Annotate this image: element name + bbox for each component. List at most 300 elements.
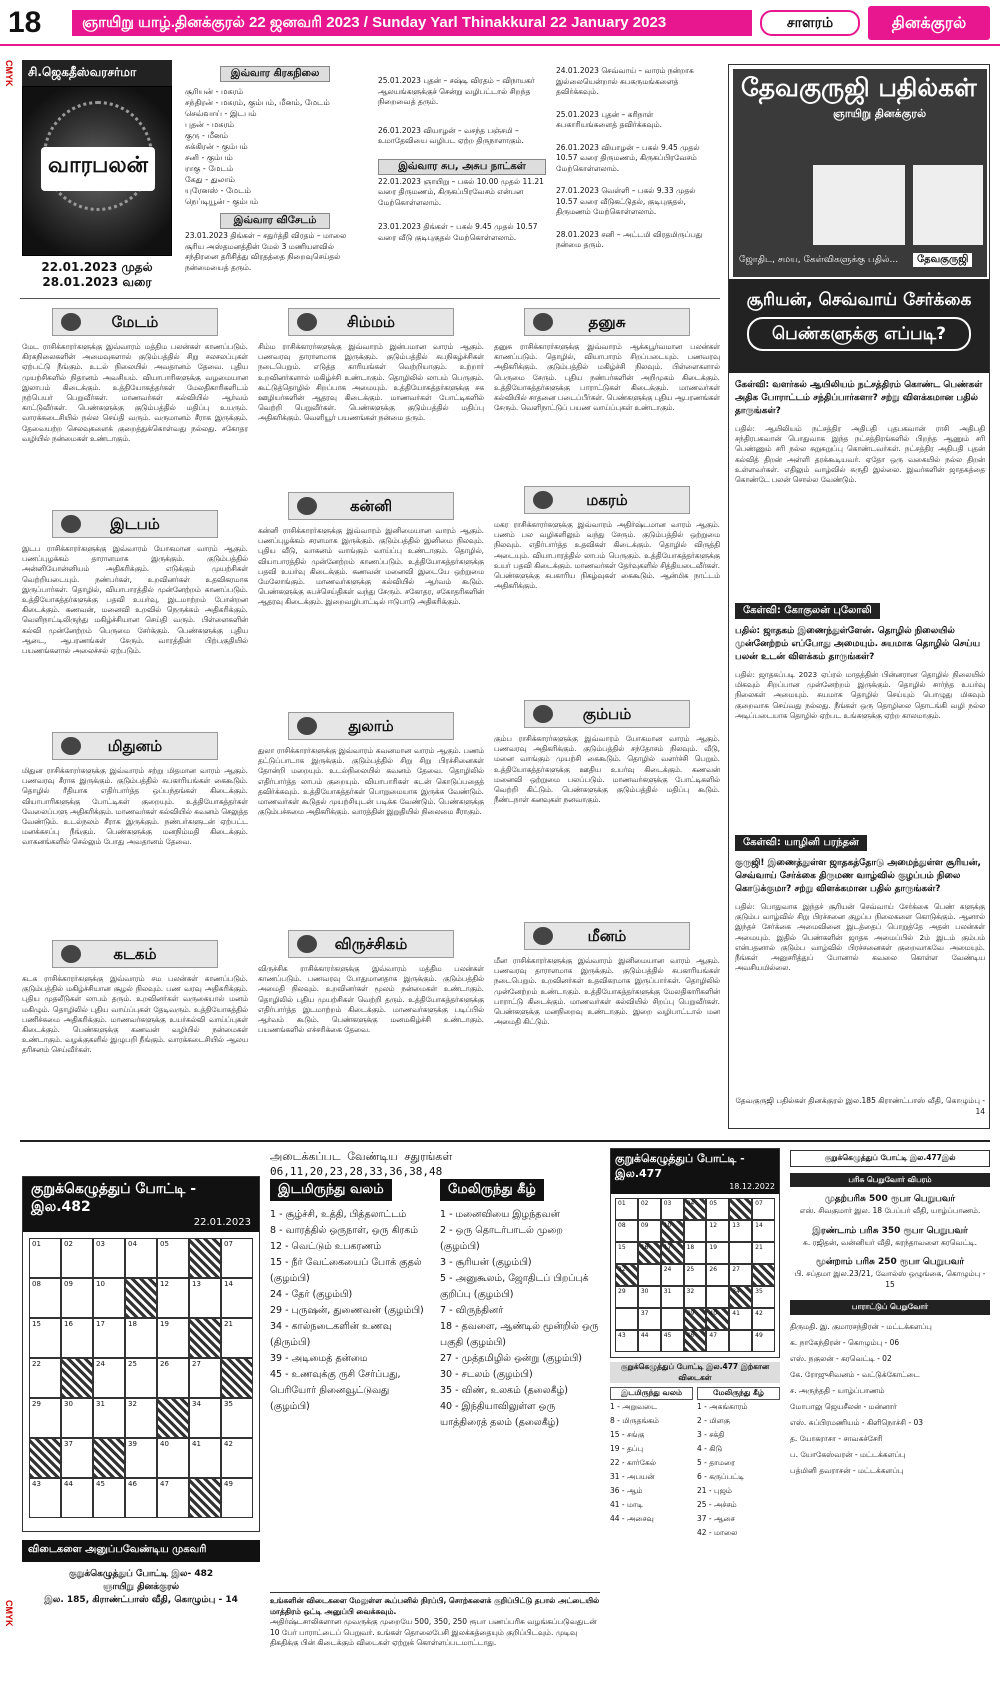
grid-477-cell: 17	[661, 1242, 684, 1264]
grid-477-cell: 31	[661, 1286, 684, 1308]
prize-title: பரிசு பெறுவோர் விபரம்	[790, 1173, 990, 1188]
grid-cell[interactable]: 39	[125, 1438, 157, 1478]
sign-heading	[52, 510, 218, 538]
planet-position: சனி - கும்பம்	[185, 153, 233, 162]
date-to: 28.01.2023 வரை	[42, 275, 152, 289]
question-1: கேள்வி: வளர்கல் ஆயிலியம் நட்சத்திரம் கொண்ட பெண்கள் அதிக போராட்டம் சந்திப்பார்களா? சற்று விளக்கமான பதில் தாருங்கள்?	[735, 380, 983, 416]
qa-body	[735, 379, 985, 1117]
sign-heading	[524, 486, 690, 514]
zodiac-symbol-icon	[61, 313, 81, 331]
right-note-5: 28.01.2023 சனி – அட்டமி விரதமிருப்பது நன்மை தரும்.	[556, 229, 703, 249]
rules	[270, 1592, 600, 1649]
grid-477-cell: 13	[729, 1220, 752, 1242]
right-note-1: 24.01.2023 செவ்வாய் – வாரம் நன்றாக இல்லையென்றால் சுபகருமங்களைத் தவிர்க்கவும்.	[556, 66, 694, 96]
qa-banner-sub: ஞாயிறு தினக்குரல்	[833, 107, 927, 120]
send-label-text: விடைகளை அனுப்பவேண்டிய முகவரி	[28, 1544, 207, 1555]
blocked-cell	[125, 1278, 157, 1318]
grid-477-cell: 26	[706, 1264, 729, 1286]
planet-position: சூரியன் - மகரம்	[185, 87, 244, 96]
answer-down: 21 - புஜம்	[697, 1485, 732, 1495]
sign-heading	[524, 308, 690, 336]
answer-down: 4 - கிடு	[697, 1443, 723, 1453]
answer-1: பதில்: ஆயிலியம் நட்சத்திர அதிபதி புதபகவான் ராசி அதிபதி சந்திரபகவான் பொதுவாக இந்த நட்சத்திரங்களில் பிறந்த ஆணும் சரி பெண்ணும் சரி நல்ல சுறுசுறுப்பு கொண்டவர்கள். நட்சத்திர அதிபதி புதன் கல்வித் திறன் அள்ளி தரக்கூடியவர். ஏதோ ஒரு வகையில் நல்ல திறன் உள்ளவர்கள். எதிலும் வாழ்வில் சுருதி இல்லை. இவர்களின் ஜாதகத்தை கொண்டே பலன் சொல்ல வேண்டும்.	[735, 424, 985, 485]
grid-477-cell	[729, 1330, 752, 1352]
crossword-477-date: 18.12.2022	[729, 1182, 775, 1191]
answer-down: 5 - தாமரை	[697, 1457, 736, 1467]
grid-cell[interactable]: 24	[93, 1358, 125, 1398]
sign-block	[258, 308, 484, 480]
sign-prediction: மேட ராசிக்காரர்களுக்கு இவ்வாரம் மத்திம பலன்கள் காணப்படும். கிரகநிலைகளின் அமைவுகளால் குடும்பத்தில் சிறு சலசலப்புகள் ஏற்பட்டு நீங்கும். உடல் நிலையில் அவதானம் தேவை. புதிய முயற்சிகளில் நிதானம் அவசியம். வியாபாரிகளுக்கு வழமையான இலாபம் கிடைக்கும். உத்தியோகத்தர்கள் மேலதிகாரிகளிடம் நற்பெயர் பெறுவீர்கள். மாணவர்கள் கல்வியில் ஆர்வம் காட்டுவீர்கள். பெண்களுக்கு குடும்பத்தில் மதிப்பு உயரும். வாரக்கடைசியில் நல்ல செய்தி வரும். வருமானம் சீராக இருக்கும். தேவையற்ற செலவுகளைக் குறைத்துக்கொள்வது நல்லது. சகோதர வழியில் நன்மைகள் உண்டாகும்.	[22, 342, 248, 443]
grid-cell[interactable]: 12	[157, 1278, 189, 1318]
appreciation-name: ச. அருந்ததி - யாழ்ப்பாணம்	[790, 1385, 885, 1395]
grid-cell[interactable]: 18	[125, 1318, 157, 1358]
planets-title: இவ்வார கிரகநிலை	[220, 66, 330, 82]
answers-tb-list	[697, 1400, 780, 1540]
sign-block	[258, 930, 484, 1126]
grid-cell[interactable]: 41	[189, 1438, 221, 1478]
zodiac-symbol-icon	[297, 717, 317, 735]
sign-block	[22, 732, 248, 928]
answer-down: 3 - சக்தி	[697, 1429, 725, 1439]
appreciation-name: க. நாகேந்திரன் - கொழும்பு - 06	[790, 1337, 900, 1347]
sign-heading	[52, 308, 218, 336]
grid-477-cell: 41	[729, 1308, 752, 1330]
sign-prediction: மகர ராசிக்காரர்களுக்கு இவ்வாரம் அதிர்ஷ்டமான வாரம் ஆகும். பணம் பல வழிகளிலும் வந்து சேரும். குடும்பத்தில் ஒற்றுமை நிலவும். எதிர்பார்த்த உதவிகள் கிடைக்கும். தொழில் விருத்தி அடையும். வியாபாரத்தில் லாபம் பெருகும். உத்தியோகத்தர்களுக்கு உயர் பதவி கிடைக்கும். மாணவர்கள் தேர்வுகளில் சித்தியடைவீர்கள். பெண்களுக்கு சுபகாரிய நிகழ்வுகள் கைகூடும். ஆன்மிக நாட்டம் அதிகரிக்கும்.	[494, 520, 720, 591]
sign-block	[494, 308, 720, 474]
clue-across: 45 - உணவுக்கு ருசி சேர்ப்பது, பெரியோர் நினைவூட்டுவது (குழம்பி)	[270, 1369, 401, 1412]
grid-477-cell: 27	[729, 1264, 752, 1286]
fasting-title: இவ்வார விசேடம்	[220, 213, 330, 229]
answer-across: 1 - அறுவடை	[610, 1401, 658, 1411]
grid-477-cell: 46	[684, 1330, 707, 1352]
clue-across: 12 - வெட்டும் உபகரணம்	[270, 1241, 382, 1252]
answer-across: 41 - மாடி	[610, 1499, 643, 1509]
answer-down: 25 - அச்சம்	[697, 1499, 737, 1509]
zodiac-wheel-image	[22, 86, 172, 256]
grid-477-cell: 43	[615, 1330, 638, 1352]
planet-position: ராகு - மேடம்	[185, 164, 234, 173]
planet-position: யுரேனஸ் - மேடம்	[185, 186, 251, 195]
answer-across: 19 - தப்பு	[610, 1443, 644, 1453]
sign-block	[258, 712, 484, 918]
sign-prediction: துலா ராசிக்காரர்களுக்கு இவ்வாரம் கவனமான வாரம் ஆகும். பணம் தட்டுப்பாடாக இருக்கும். குடும்பத்தில் சிறு சிறு பிரச்சினைகள் தோன்றி மறையும். உடல்நிலையில் கவனம் தேவை. தொழிலில் எதிர்பார்த்த லாபம் குறையும். வியாபாரிகள் கடன் கொடுப்பதைத் தவிர்க்கவும். உத்தியோகத்தர்கள் பொறுமையாக இருக்க வேண்டும். மாணவர்கள் கூடுதல் முயற்சியுடன் படிக்க வேண்டும். பெண்களுக்கு குடும்பச்சுமை அதிகரிக்கும். வாரத்தின் இறுதியில் நிலைமை சீராகும்.	[258, 746, 484, 817]
grid-cell[interactable]: 19	[157, 1318, 189, 1358]
zodiac-symbol-icon	[533, 491, 553, 509]
grid-cell[interactable]: 13	[189, 1278, 221, 1318]
grid-477-cell: 29	[615, 1286, 638, 1308]
grid-cell[interactable]: 43	[29, 1478, 61, 1518]
newspaper-logo: தினக்குரல்	[868, 6, 990, 40]
clue-down: 1 - மனைவியை இழந்தவன்	[440, 1209, 560, 1220]
clue-across: 8 - வாரத்தில் ஒருநாள், ஒரு கிரகம்	[270, 1225, 418, 1236]
sign-name: துலாம்	[348, 717, 394, 735]
clue-across: 24 - தேர் (குழம்பி)	[270, 1289, 353, 1300]
date-bar: ஞாயிறு யாழ்.தினக்குரல் 22 ஜனவரி 2023 / Sunday Yarl Thinakkural 22 January 2023	[72, 10, 752, 36]
appreciation-name: ப. யோகேஸ்வரன் - மட்டக்களப்பு	[790, 1449, 906, 1459]
grid-cell[interactable]: 27	[189, 1358, 221, 1398]
clue-across: 1 - சூழ்ச்சி, உத்தி, பித்தலாட்டம்	[270, 1209, 407, 1220]
grid-cell[interactable]: 07	[221, 1238, 253, 1278]
question-3: குருஜி! இணைத்துள்ள ஜாதகத்தோடு அமைந்துள்ள சூரியன், செவ்வாய் சேர்க்கை திருமண வாழ்வில் குழப்பம் நிலை கொடுக்குமா? சற்று விளக்கமான பதில் தாருங்கள்?	[735, 858, 981, 894]
clue-across: 15 - நீர் வேட்கையைப் போக் குதல் (குழம்பி)	[270, 1257, 422, 1284]
planet-position: கேது - துலாம்	[185, 175, 235, 184]
clue-down: 35 - விண், உலகம் (தலைகீழ்)	[440, 1385, 568, 1396]
grid-cell[interactable]: 30	[61, 1398, 93, 1438]
clue-down: 18 - தவளை, ஆண்டில் மூன்றில் ஒரு பகுதி (குழம்பி)	[440, 1321, 599, 1348]
qa-banner-caption: ஜோதிட, சமய, கேள்விகளுக்கு பதில்...	[739, 255, 899, 265]
blocked-cell	[29, 1438, 61, 1478]
sign-prediction: மிதுன ராசிக்காரர்களுக்கு இவ்வாரம் சற்று மிதமான வாரம் ஆகும். பணவரவு சீராக இருக்கும். குடும்பத்தில் சுபகாரியங்கள் கைகூடும். தொழில் ரீதியாக எதிர்பார்த்த ஒப்பந்தங்கள் கிடைக்கும். வியாபாரிகளுக்கு போட்டிகள் குறையும். உத்தியோகத்தர்கள் வேலைப்பளு அதிகரிக்கும். மாணவர்கள் கல்வியில் கவனம் செலுத்த வேண்டும். உடல்நலம் சீராக இருக்கும். நண்பர்களுடன் ஏற்பட்ட மனக்கசப்பு நீங்கும். பெண்களுக்கு மனநிம்மதி கிடைக்கும். வாகனங்களில் செல்லும் போது அவதானம் தேவை.	[22, 766, 248, 847]
qa-headline	[729, 279, 989, 373]
planet-position: நெப்டியூன் - கும்பம்	[185, 197, 259, 206]
prize-2-name: சு. ரஜிதன், வன்னியர் வீதி, கரந்தாவளை கரவெட்டி.	[802, 1237, 978, 1247]
winners	[790, 1150, 990, 1479]
cmyk-mark-bottom: CMYK	[4, 1600, 14, 1627]
send-addr-1: குறுக்கெழுத்துப் போட்டி இல- 482	[68, 1569, 214, 1579]
sign-name: மேடம்	[111, 313, 159, 331]
answer-2: பதில்: ஜாதகப்படி 2023 ஏப்ரல் மாதத்தின் பின்னரான தொழில் நிலையில் மிகவும் சிறப்பான முன்னேற்றம் இருக்கும். தொழில் சார்ந்த உயர்வு நிலைகள் அமையும். சுயமாக தொழில் செய்யும் பொழுது மிகவும் குறைவாக செய்வது நல்லது. நீங்கள் ஒரு தொழிலை தொடங்கி வழி நல்ல அடிப்படையாக தொழில் ஏற்பட உங்களுக்கு ஏற்ற காலமாகும்.	[735, 670, 985, 720]
sign-name: தனுசு	[588, 313, 626, 331]
across-title: இடமிருந்து வலம்	[270, 1179, 392, 1201]
grid-cell[interactable]: 04	[125, 1238, 157, 1278]
auspicious-1: 22.01.2023 ஞாயிறு – பகல் 10.00 முதல் 11.21 வரை திருமணம், கிருகப்பிரவேசம் என்பன மேற்கொள்ளலாம்.	[378, 176, 544, 207]
crossword-grid	[23, 1232, 259, 1524]
grid-477-cell: 07	[752, 1198, 775, 1220]
answer-across: 31 - அபயன்	[610, 1471, 655, 1481]
sign-prediction: இடப ராசிக்காரர்களுக்கு இவ்வாரம் யோகமான வாரம் ஆகும். பணப்புழக்கம் தாராளமாக இருக்கும். குடும்பத்தில் அன்னியோன்னியம் அதிகரிக்கும். எடுக்கும் முயற்சிகள் வெற்றியடையும். நண்பர்கள், உறவினர்கள் உதவிகரமாக இருப்பார்கள். தொழில், வியாபாரத்தில் முன்னேற்றம் காணப்படும். உத்தியோகத்தர்களுக்கு பதவி உயர்வு, இடமாற்றம் போன்றன கிடைக்கும். கணவன், மனைவி உறவில் நெருக்கம் அதிகரிக்கும். வெளிநாட்டிலிருந்து மகிழ்ச்சியான செய்தி வரும். பிள்ளைகளின் கல்வி முன்னேற்றம் பெருமை சேர்க்கும். பெண்களுக்கு புதிய ஆடை, ஆபரணங்கள் சேரும். வாரத்தின் பிற்பகுதியில் பயணங்களால் அலைச்சல் ஏற்படும்.	[22, 544, 248, 656]
grid-477-cell: 32	[684, 1286, 707, 1308]
grid-cell[interactable]: 45	[93, 1478, 125, 1518]
answers-lr-list	[610, 1400, 693, 1526]
answer-across: 22 - கார்கேல்	[610, 1457, 656, 1467]
right-note-2: 25.01.2023 புதன் – கரிநாள் சுபகாரியங்களைத் தவிர்க்கவும்.	[556, 109, 663, 129]
answers-477-title: குறுக்கெழுத்துப் போட்டி இல.477 இற்கான விடைகள்	[610, 1362, 780, 1383]
clue-down: 5 - அனுகூலம், ஜோதிடப் பிறப்புக் குறிப்பு (குழம்பி)	[440, 1273, 589, 1300]
auspicious-title: இவ்வார சுப, அசுப நாட்கள்	[378, 159, 546, 175]
right-note-3: 26.01.2023 வியாழன் – பகல் 9.45 முதல் 10.57 வரை திருமணம், கிருகப்பிரவேசம் மேற்கொள்ளலாம்.	[556, 142, 700, 173]
date-from: 22.01.2023 முதல்	[41, 260, 153, 274]
sign-block	[494, 700, 720, 910]
sign-name: மகரம்	[586, 491, 628, 509]
answer-across: 8 - மிருதங்கம்	[610, 1415, 659, 1425]
appreciation-title: பாராட்டுப் பெறுவோர்	[790, 1300, 990, 1315]
sign-prediction: சிம்ம ராசிக்காரர்களுக்கு இவ்வாரம் இன்பமான வாரம் ஆகும். பணவரவு தாராளமாக இருக்கும். குடும்பத்தில் சுபநிகழ்ச்சிகள் நடைபெறும். எடுத்த காரியங்கள் வெற்றியாகும். உற்றார் உறவினர்களால் மகிழ்ச்சி உண்டாகும். தொழிலில் லாபம் பெருகும். கூட்டுத்தொழில் சிறப்பாக அமையும். உத்தியோகத்தர்களுக்கு சக ஊழியர்களின் ஆதரவு கிடைக்கும். மாணவர்கள் போட்டிகளில் வெற்றி பெறுவீர்கள். பெண்களுக்கு குடும்பத்தில் மதிப்பு அதிகரிக்கும். வெளியூர் பயணங்கள் நன்மை தரும்.	[258, 342, 484, 423]
sign-name: கன்னி	[349, 497, 393, 515]
sign-prediction: கும்ப ராசிக்காரர்களுக்கு இவ்வாரம் யோகமான வாரம் ஆகும். பணவரவு அதிகரிக்கும். குடும்பத்தில் சந்தோசம் நிலவும். வீடு, மனை வாங்கும் முயற்சி கைகூடும். தொழில் வளர்ச்சி பெறும். உத்தியோகத்தர்களுக்கு ஊதிய உயர்வு கிடைக்கும். கணவன் மனைவி ஒற்றுமை பலப்படும். மாணவர்களுக்கு போட்டிகளில் வெற்றி கிட்டும். பெண்களுக்கு குடும்பத்தில் மதிப்பு கூடும். நீண்டநாள் கனவுகள் நனவாகும்.	[494, 734, 720, 805]
qa-banner-sign: தேவகுருஜி	[913, 253, 972, 267]
grid-477-cell: 05	[706, 1198, 729, 1220]
sign-block	[22, 510, 248, 718]
right-notes	[556, 66, 716, 251]
grid-cell[interactable]: 44	[61, 1478, 93, 1518]
grid-477-cell	[706, 1286, 729, 1308]
sign-block	[494, 486, 720, 688]
answer-down: 37 - ஆசை	[697, 1513, 735, 1523]
clue-down: 27 - முத்தமிழில் ஒன்று (குழம்பி)	[440, 1353, 582, 1364]
sign-prediction: மீன ராசிக்காரர்களுக்கு இவ்வாரம் இனிமையான வாரம் ஆகும். பணவரவு தாராளமாக இருக்கும். குடும்பத்தில் சுபகாரியங்கள் நடைபெறும். உறவினர்கள் உதவிகரமாக இருப்பார்கள். தொழிலில் முன்னேற்றம் உண்டாகும். உத்தியோகத்தர்களுக்கு மேலதிகாரிகளின் பாராட்டு கிடைக்கும். மாணவர்கள் கல்வியில் சிறப்பு பெறுவீர்கள். பெண்களுக்கு மனநிறைவு உண்டாகும். இறை வழிபாட்டால் மன அமைதி கிட்டும்.	[494, 956, 720, 1027]
qa-footer: தேவகுருஜி பதில்கள் தினக்குரல் இல.185 கிராண்ட்பாஸ் வீதி, கொழும்பு - 14	[735, 1096, 985, 1116]
crossword-title	[23, 1177, 259, 1232]
blocked-cell	[189, 1318, 221, 1358]
grid-477-cell	[684, 1220, 707, 1242]
crossword-instruction: அடைக்கப்பட வேண்டிய சதுரங்கள் 06,11,20,23,28,33,36,38,48	[270, 1150, 453, 1178]
sign-name: மீனம்	[587, 927, 627, 945]
zodiac-symbol-icon	[297, 497, 317, 515]
grid-477-cell: 04	[684, 1198, 707, 1220]
appreciation-list	[790, 1319, 990, 1479]
grid-477-cell: 34	[729, 1286, 752, 1308]
grid-477-cell: 30	[638, 1286, 661, 1308]
auspicious-2: 23.01.2023 திங்கள் – பகல் 9.45 முதல் 10.57 வரை வீடு குடிபுகுதல் மேற்கொள்ளலாம்.	[378, 222, 538, 242]
grid-477-cell	[661, 1308, 684, 1330]
qa-headline-1: சூரியன், செவ்வாய் சேர்க்கை	[746, 290, 972, 310]
grid-477-cell: 37	[638, 1308, 661, 1330]
sign-heading	[288, 492, 454, 520]
appreciation-name: பத்மினி தவராசன் - மட்டக்களப்பு	[790, 1465, 904, 1475]
sign-heading	[524, 922, 690, 950]
clue-across: 29 - புருஷன், துணைவன் (குழம்பி)	[270, 1305, 424, 1316]
grid-477-cell: 25	[684, 1264, 707, 1286]
clue-down: 30 - சடலம் (குழம்பி)	[440, 1369, 533, 1380]
grid-477-cell	[729, 1198, 752, 1220]
grid-477-cell	[638, 1264, 661, 1286]
grid-cell[interactable]: 08	[29, 1278, 61, 1318]
answer-3: பதில்: பொதுவாக இந்தச் சூரியன் செவ்வாய் சேர்க்கை பெண் களுக்கு குடும்ப வாழ்வில் சிறு பிரச்சனை குழப்ப நிலைகளை கொடுக்கும். ஆனால் இந்தச் சேர்க்கை அமைவினை இடத்தைப் பொறுத்தே அதன் பலன்கள் அமையும். இதில் பெண்களின் ஜாதக அமைப்பில் 2ம் இடம் கும்பம் என்பதனால் குடும்ப வாழ்வில் பிரச்சனைகள் குறைவாகவே அமையும். நீங்கள் அனுசரித்துப் போனால் கவலை கொள்ள வேண்டிய அவசியமில்லை.	[735, 902, 985, 973]
prize-2: இரண்டாம் பரிசு 350 ரூபா பெறுபவர்	[812, 1225, 968, 1236]
blocked-cell	[61, 1358, 93, 1398]
grid-cell[interactable]: 17	[93, 1318, 125, 1358]
blocked-cell	[157, 1398, 189, 1438]
grid-477-cell: 45	[661, 1330, 684, 1352]
question-2: பதில்: ஜாதகம் இணைந்துள்ளேன். தொழில் நிலையில் முன்னேற்றம் எப்போது அமையும். சுயமாக தொழில் செய்ய பலன் உடன் விளக்கம் தாருங்கள்?	[735, 626, 981, 662]
grid-477-cell: 21	[752, 1242, 775, 1264]
grid-477-cell: 40	[706, 1308, 729, 1330]
grid-477-cell: 19	[706, 1242, 729, 1264]
grid-477-cell: 18	[684, 1242, 707, 1264]
mid-notes	[378, 76, 546, 243]
grid-477-cell: 49	[752, 1330, 775, 1352]
mid-note-2: 26.01.2023 வியாழன் – வசந்த பஞ்சமி – உமாதேவியை வழிபட ஏற்ற திருநாளாகும்.	[378, 125, 524, 145]
page-number: 18	[8, 6, 42, 39]
cmyk-mark-top: CMYK	[4, 60, 14, 87]
grid-477-cell: 09	[638, 1220, 661, 1242]
grid-477-cell: 24	[661, 1264, 684, 1286]
grid-cell[interactable]: 22	[29, 1358, 61, 1398]
clues-across	[270, 1178, 430, 1415]
grid-477-cell: 10	[661, 1220, 684, 1242]
grid-477-cell: 08	[615, 1220, 638, 1242]
sign-name: இடபம்	[110, 515, 160, 533]
answers-lr-title: இடமிருந்து வலம்	[610, 1387, 693, 1400]
planet-position: செவ்வாய் - இடபம்	[185, 109, 257, 118]
sign-block	[258, 492, 484, 700]
clue-down: 40 - இந்தியாவிலுள்ள ஒரு யாத்திரைத் தலம் (தலைகீழ்)	[440, 1401, 560, 1428]
answers-lr	[610, 1387, 693, 1540]
grid-cell[interactable]: 42	[221, 1438, 253, 1478]
sign-prediction: விருச்சிக ராசிக்காரர்களுக்கு இவ்வாரம் மத்திம பலன்கள் காணப்படும். பணவரவு போதுமானதாக இருக்கும். குடும்பத்தில் அமைதி நிலவும். உறவினர்கள் மூலம் நன்மைகள் உண்டாகும். தொழிலில் புதிய முயற்சிகள் வெற்றி தரும். உத்தியோகத்தர்களுக்கு எதிர்பார்த்த இடமாற்றம் கிடைக்கும். மாணவர்களுக்கு படிப்பில் ஆர்வம் கூடும். பெண்களுக்கு மனமகிழ்ச்சி உண்டாகும். பயணங்களில் எச்சரிக்கை தேவை.	[258, 964, 484, 1035]
section-label: சாளரம்	[760, 10, 860, 36]
crossword-477-title-text: குறுக்கெழுத்துப் போட்டி - இல.477	[615, 1152, 745, 1180]
grid-cell[interactable]: 02	[61, 1238, 93, 1278]
qa-column	[728, 64, 990, 1129]
sign-prediction: கடக ராசிக்காரர்களுக்கு இவ்வாரம் சம பலன்கள் காணப்படும். குடும்பத்தில் மகிழ்ச்சியான சூழல் நிலவும். பண வரவு அதிகரிக்கும். புதிய முதலீடுகள் லாபம் தரும். உறவினர்கள் வருகையால் மனம் மகிழும். தொழிலில் புதிய வாய்ப்புகள் தேடிவரும். உத்தியோகத்தில் பணிச்சுமை அதிகரிக்கும். மாணவர்களுக்கு உயர்கல்வி வாய்ப்புகள் கிடைக்கும். பெண்களுக்கு கணவன் வழியில் நன்மைகள் உண்டாகும். வழக்குகளில் இழுபறி நீங்கும். வாரக்கடைசியில் ஆலய தரிசனம் செய்வீர்கள்.	[22, 974, 248, 1055]
sign-heading	[288, 308, 454, 336]
sign-name: மிதுனம்	[107, 737, 163, 755]
question-author-1: கேள்வி: கோகுலன் புலோலி	[735, 603, 880, 619]
answer-across: 36 - ஆம்	[610, 1485, 643, 1495]
right-note-4: 27.01.2023 வெள்ளி – பகல் 9.33 முதல் 10.57 வரை வீடுகட்டுதல், குடிபுகுதல், திருமணம் மேற்கொள்ளலாம்.	[556, 186, 696, 216]
grid-477-cell: 03	[661, 1198, 684, 1220]
grid-cell[interactable]: 46	[125, 1478, 157, 1518]
sign-heading	[524, 700, 690, 728]
planet-position: புதன் - மகரம்	[185, 120, 235, 129]
sign-heading	[52, 940, 218, 968]
grid-477-cell: 02	[638, 1198, 661, 1220]
fasting-text: 23.01.2023 திங்கள் – சதுர்த்தி விரதம் – மாலை சூரிய அஸ்தமனத்தின் மேல் 3 மணியளவில் சந்திரனை தரிசித்து விரதத்தை நிறைவுசெய்தல் நன்மையைத் தரும்.	[185, 231, 347, 272]
appreciation-name: எஸ். நகுலன் - கரவெட்டி - 02	[790, 1353, 892, 1363]
prize-3-name: பி. சப்தமா இல.23/21, வோல்ஸ் ஒழுங்கை, கொழும்பு - 15	[794, 1269, 986, 1289]
sign-name: விருச்சிகம்	[334, 935, 408, 953]
answer-across: 44 - அசைவு	[610, 1513, 654, 1523]
blocked-cell	[189, 1238, 221, 1278]
answer-down: 6 - கருப்பட்டி	[697, 1471, 745, 1481]
send-label	[22, 1540, 260, 1562]
grid-477-cell: 16	[638, 1242, 661, 1264]
sign-block	[22, 940, 248, 1126]
grid-cell[interactable]: 01	[29, 1238, 61, 1278]
grid-cell[interactable]: 31	[93, 1398, 125, 1438]
grid-477-cell: 15	[615, 1242, 638, 1264]
crossword-divider	[20, 1140, 990, 1142]
sign-name: சிம்மம்	[347, 313, 395, 331]
grid-477-cell: 39	[684, 1308, 707, 1330]
zodiac-symbol-icon	[297, 935, 317, 953]
planets-list	[185, 86, 365, 207]
grid-cell[interactable]: 47	[157, 1478, 189, 1518]
grid-477-cell	[615, 1308, 638, 1330]
clue-across: 34 - கால்நடைகளின் உணவு (திரும்பி)	[270, 1321, 392, 1348]
send-addr-2: ஞாயிறு தினக்குரல்	[102, 1582, 180, 1592]
grid-cell[interactable]: 10	[93, 1278, 125, 1318]
crossword-title-text: குறுக்கெழுத்துப் போட்டி - இல.482	[31, 1181, 197, 1215]
number-grid-icon	[913, 165, 983, 245]
clues-down	[440, 1178, 600, 1431]
crossword-477-grid	[611, 1194, 779, 1356]
grid-477-cell	[752, 1264, 775, 1286]
sign-prediction: கன்னி ராசிக்காரர்களுக்கு இவ்வாரம் இனிமையான வாரம் ஆகும். பணப்புழக்கம் சரளமாக இருக்கும். குடும்பத்தில் இனிமை நிலவும். புதிய வீடு, வாகனம் வாங்கும் வாய்ப்பு உண்டாகும். தொழில், வியாபாரத்தில் முன்னேற்றம் காணப்படும். உத்தியோகத்தர்களுக்கு பதவி உயர்வு கிடைக்கும். கணவன் மனைவி இடையே ஒற்றுமை மேலோங்கும். மாணவர்களுக்கு கல்வியில் ஆர்வம் கூடும். பெண்களுக்கு சுபச்செய்திகள் வந்து சேரும். சகோதர, சகோதரிகளின் ஆதரவு கிடைக்கும். இறைவழிபாட்டில் ஈடுபாடு அதிகரிக்கும்.	[258, 526, 484, 607]
sign-heading	[288, 712, 454, 740]
grid-477-cell: 01	[615, 1198, 638, 1220]
grid-477-cell: 12	[706, 1220, 729, 1242]
answer-across: 15 - சங்கு	[610, 1429, 645, 1439]
planet-position: குரு - மீனம்	[185, 131, 229, 140]
grid-cell[interactable]: 32	[125, 1398, 157, 1438]
appreciation-name: த. யோகராசா - சாவகச்சேரி	[790, 1433, 883, 1443]
qa-banner-title: தேவகுருஜி பதில்கள்	[741, 73, 977, 102]
crossword-date: 22.01.2023	[193, 1217, 251, 1228]
blocked-cell	[221, 1358, 253, 1398]
sign-prediction: தனுசு ராசிக்காரர்களுக்கு இவ்வாரம் ஆக்கபூர்வமான பலன்கள் காணப்படும். தொழில், வியாபாரம் சிறப்படையும். பணவரவு அதிகரிக்கும். குடும்பத்தில் மகிழ்ச்சி நிலவும். பிள்ளைகளால் பெருமை சேரும். புதிய நண்பர்களின் அறிமுகம் கிடைக்கும். உத்தியோகத்தர்களுக்கு பாராட்டுகள் கிடைக்கும். மாணவர்கள் கல்வியில் சாதனை படைப்பீர்கள். பெண்களுக்கு புதிய ஆபரணங்கள் சேரும். வெளிநாட்டுப் பயண வாய்ப்புகள் உண்டாகும்.	[494, 342, 720, 413]
grid-477-cell	[729, 1242, 752, 1264]
grid-cell[interactable]: 40	[157, 1438, 189, 1478]
appreciation-name: திருமதி. இ. குமாரசந்திரன் - மட்டக்களப்பு	[790, 1321, 932, 1331]
answers-477-cols	[610, 1387, 780, 1540]
sign-name: கடகம்	[113, 945, 157, 963]
zodiac-symbol-icon	[533, 313, 553, 331]
grid-cell[interactable]: 15	[29, 1318, 61, 1358]
grid-cell[interactable]: 05	[157, 1238, 189, 1278]
planets-box	[185, 66, 365, 273]
rules-2: அதிர்ஷ்டசாலிகளான முவருக்கு முறையே 500, 350, 250 ரூபா பணப்பரிசு வழங்கப்படுவதுடன் 10 பேர் பாராட்டைப் பெறுவர். உங்கள் தொலைபேசி இலக்கத்தையும் குறிப்பிடவும். முடிவு திகதிக்கு பின் கிடைக்கும் விடைகள் ஏற்றுக் கொள்ளப்படமாட்டாது.	[270, 1617, 597, 1647]
grid-cell[interactable]: 35	[221, 1398, 253, 1438]
send-addr-3: இல. 185, கிராண்ட்பாஸ் வீதி, கொழும்பு - 14	[44, 1595, 238, 1605]
horoscope-chart-icon	[813, 165, 905, 245]
planet-position: சுக்கிரன் - கும்பம்	[185, 142, 248, 151]
grid-cell[interactable]: 09	[61, 1278, 93, 1318]
sign-name: கும்பம்	[582, 705, 632, 723]
zodiac-symbol-icon	[533, 927, 553, 945]
grid-cell[interactable]: 37	[61, 1438, 93, 1478]
planet-position: சந்திரன் - மகரம், கும்பம், மீனம், மேடம்	[185, 98, 330, 107]
blocked-cell	[93, 1438, 125, 1478]
zodiac-symbol-icon	[297, 313, 317, 331]
zodiac-symbol-icon	[61, 945, 81, 963]
question-author-2: கேள்வி: யாழினி பரந்தன்	[735, 835, 867, 851]
grid-cell[interactable]: 21	[221, 1318, 253, 1358]
zodiac-symbol-icon	[533, 705, 553, 723]
appreciation-name: எஸ். சுப்பிரமணியம் - கிளிநொச்சி - 03	[790, 1417, 924, 1427]
grid-cell[interactable]: 26	[157, 1358, 189, 1398]
horoscope-dates	[22, 260, 172, 290]
horoscope-title: வாரபலன்	[41, 147, 155, 191]
qa-banner	[733, 69, 987, 277]
answers-477	[610, 1362, 780, 1540]
grid-cell[interactable]: 34	[189, 1398, 221, 1438]
divider	[20, 298, 720, 299]
crossword-477	[610, 1148, 780, 1358]
answer-down: 1 - அகங்காரம்	[697, 1401, 748, 1411]
grid-477-cell: 35	[752, 1286, 775, 1308]
prize-1-name: எஸ். சிவகுமார் இல. 18 பேப்பர் வீதி, யாழ்ப்பாணம்.	[799, 1206, 981, 1215]
clue-down: 3 - சூரியன் (குழம்பி)	[440, 1257, 532, 1268]
answer-down: 2 - மிளகு	[697, 1415, 731, 1425]
grid-cell[interactable]: 14	[221, 1278, 253, 1318]
grid-477-cell: 22	[615, 1264, 638, 1286]
grid-cell[interactable]: 03	[93, 1238, 125, 1278]
header-rule	[0, 44, 1000, 46]
grid-cell[interactable]: 16	[61, 1318, 93, 1358]
grid-477-cell: 44	[638, 1330, 661, 1352]
clue-down: 7 - விருந்தினர்	[440, 1305, 504, 1316]
sign-block	[22, 308, 248, 504]
down-title: மேலிருந்து கீழ்	[440, 1179, 544, 1201]
crossword-477-title	[611, 1149, 779, 1194]
down-list	[440, 1207, 600, 1431]
grid-477-cell: 42	[752, 1308, 775, 1330]
answer-down: 42 - மாலை	[697, 1527, 738, 1537]
prize-3: மூன்றாம் பரிசு 250 ரூபா பெறுபவர்	[815, 1257, 965, 1267]
grid-477-cell: 47	[706, 1330, 729, 1352]
grid-477-cell: 14	[752, 1220, 775, 1242]
grid-cell[interactable]: 25	[125, 1358, 157, 1398]
rules-1: உங்களின் விடைகளை மேலுள்ள கூப்பனில் நிரப்பி, சொற்களைக் குறிப்பிட்டு தபால் அட்டையில் மாத்திரம் ஒட்டி அனுப்பி வைக்கவும்.	[270, 1596, 600, 1616]
grid-cell[interactable]: 49	[221, 1478, 253, 1518]
zodiac-symbol-icon	[61, 515, 81, 533]
zodiac-symbol-icon	[61, 737, 81, 755]
sign-block	[494, 922, 720, 1126]
grid-cell[interactable]: 29	[29, 1398, 61, 1438]
appreciation-name: மோபாலு ஜெயசீலன் - மன்னார்	[790, 1401, 897, 1411]
